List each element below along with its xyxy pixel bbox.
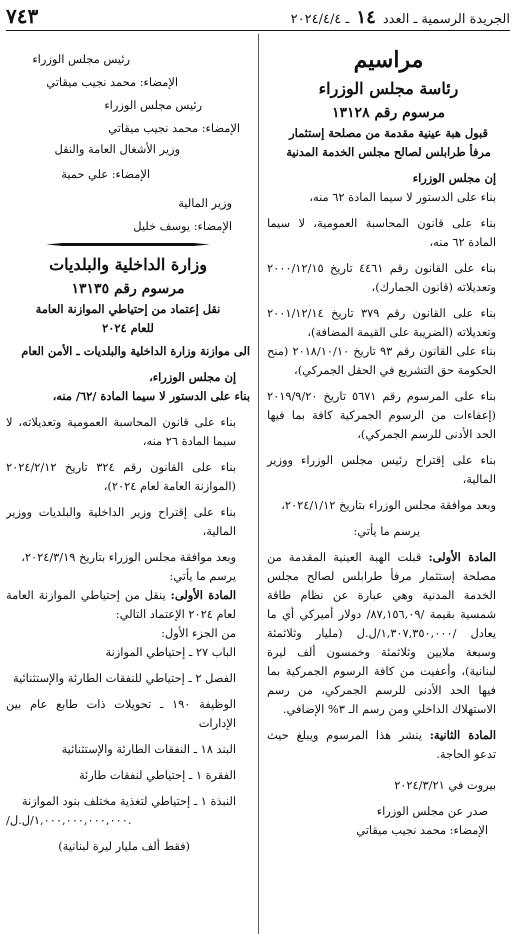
recital-1: بناء على الدستور لا سيما المادة ٦٢ منه، [309,190,496,204]
signatory-4-title: وزير المالية [178,196,232,210]
decrees-line: يرسم ما يأتي: [353,524,420,538]
signature: الإمضاء: محمد نجيب ميقاتي [356,823,488,837]
decree-2-subject-1: نقل إعتماد من إحتياطي الموازنة العامة [35,302,221,316]
decree-2-recital-1: بناء على الدستور لا سيما المادة /٦٢/ منه، [52,389,250,403]
signatory-4-signature: الإمضاء: يوسف خليل [133,219,232,233]
authority-title: رئاسة مجلس الوزراء [318,79,459,98]
decree-opening: إن مجلس الوزراء [412,171,496,185]
decree-subject-line-1: قبول هبة عينية مقدمة من مصلحة إستثمار [289,126,488,140]
decree-number: مرسوم رقم ١٣١٢٨ [332,105,445,121]
signatory-3-signature: الإمضاء: علي حمية [61,167,150,181]
decree-2-article-1 [6,586,250,624]
decree-2-article-1-label: المادة الأولى: [170,588,237,602]
decree-2-decrees: يرسم ما يأتي: [169,569,236,583]
section-title: مراسيم [353,47,424,73]
recital-7: بناء على إقتراح رئيس مجلس الوزراء ووزير المالية، [267,453,496,486]
decree-2-recital-5: وبعد موافقة مجلس الوزراء بتاريخ ٢٠٢٤/٣/١٩، [21,550,236,564]
budget-line-5: الفقرة ١ ـ إحتياطي لنفقات طارئة [78,768,236,782]
recital-2: بناء على قانون المحاسبة العمومية، لا سيما المادة ٦٢ منه، [267,216,496,249]
signatory-3-title: وزير الأشغال العامة والنقل [54,142,180,156]
budget-line-3: الوظيفة ١٩٠ ـ تحويلات ذات طابع عام بين الإدارات [6,697,236,730]
decree-2-subject-2: للعام ٢٠٢٤ [102,321,154,335]
budget-line-2: الفصل ٢ ـ إحتياطي للنفقات الطارئة والإستثنائية [12,671,236,685]
article-1 [267,548,510,719]
article-2-label: المادة الثانية: [429,728,497,742]
decree-number-2: مرسوم رقم ١٣١٣٥ [71,281,185,297]
article-2-text: ينشر هذا المرسوم ويبلغ حيث تدعو الحاجة. [267,728,496,761]
signatory-2-title: رئيس مجلس الوزراء [104,98,202,112]
recital-4: بناء على القانون رقم ٣٧٩ تاريخ ٢٠٠١/١٢/١٤ وتعديلاته (الضريبة على القيمة المضافة)، [267,306,496,339]
recital-5: بناء على القانون رقم ٩٣ تاريخ ٢٠١٨/١٠/١٠ (منح الحكومة حق التشريع في الحقل الجمركي)، [267,344,497,377]
decree-subject-line-2: مرفأ طرابلس لصالح مجلس الخدمة المدنية [286,145,491,159]
budget-part: من الجزء الأول: [161,626,236,640]
article-2 [267,726,510,764]
decree-2-opening: إن مجلس الوزراء، [149,370,236,384]
budget-line-4: البند ١٨ ـ النفقات الطارئة والإستثنائية [61,742,236,756]
gazette-name: الجريدة الرسمية ـ العدد [382,12,510,27]
article-1-label: المادة الأولى: [428,550,496,564]
divider-ornament [46,243,210,246]
columns [6,34,510,934]
place-date: بيروت في ٢٠٢٤/٣/٢١ [394,778,496,792]
decree-2-subject-3: الى موازنة وزارة الداخلية والبلديات ـ الأمن العام [21,344,250,358]
budget-line-6: النبذة ١ ـ إحتياطي لتغذية مختلف بنود الموازنة [21,794,236,808]
page-number: ٧٤٣ [6,4,39,28]
budget-amount-words: (فقط ألف مليار ليرة لبنانية) [58,839,190,853]
article-1-text: قبلت الهبة العينية المقدمة من مصلحة إستثمار مرفأ طرابلس لصالح مجلس الخدمة المدنية وهي عبارة عن نظام طاقة شمسية بقيمة /٨٧,١٥٦,٠٩/ دولار أميركي أي ما يعادل /١,٣٠٧,٣٥٠,٠٠٠/ل.ل (مليار وثلاثمئة وسبعة ملايين وثلاثمئة وخمسون ألف ليرة لبنانية)، وأعفيت من كافة الرسوم الجمركية بما فيها الحد الأدنى للرسم الجمركي، من رسم الاستهلاك الداخلي ومن رسم الـ ٣% الإضافي. [267,550,496,716]
left-column [6,34,258,934]
issue-date: ـ ٢٠٢٤/٤/٤ [290,12,350,27]
issue-number: ١٤ [356,7,376,28]
decree-2-article-1-text: ينقل من إحتياطي الموازنة العامة لعام ٢٠٢٤ الإعتماد التالي: [6,588,236,621]
signatory-1-title: رئيس مجلس الوزراء [32,52,130,66]
recital-3: بناء على القانون رقم ٤٤٦١ تاريخ ٢٠٠٠/١٢/١٥ وتعديلاته (قانون الجمارك)، [267,261,497,294]
decree-2-recital-3: بناء على القانون رقم ٣٢٤ تاريخ ٢٠٢٤/٢/١٢ (الموازنة العامة لعام ٢٠٢٤)، [6,460,237,493]
decree-2-recital-2: بناء على قانون المحاسبة العمومية وتعديلاته، لا سيما المادة ٢٦ منه، [6,415,236,448]
running-header [291,7,510,28]
budget-line-1: الباب ٢٧ ـ إحتياطي الموازنة [105,645,236,659]
recital-8: وبعد موافقة مجلس الوزراء بتاريخ ٢٠٢٤/١/١٢، [281,498,496,512]
issued-by: صدر عن مجلس الوزراء [376,804,488,818]
signatory-1-signature: الإمضاء: محمد نجيب ميقاتي [46,75,178,89]
recital-6: بناء على المرسوم رقم ٥٦٧١ تاريخ ٢٠١٩/٩/٢٠ (إعفاءات من الرسوم الجمركية كافة بما فيها الحد الأدنى للرسم الجمركي)، [267,389,496,441]
page-header [6,4,510,31]
right-column [258,34,510,934]
ministry-title: وزارة الداخلية والبلديات [49,255,207,274]
decree-2-recital-4: بناء على إقتراح وزير الداخلية والبلديات ووزير المالية، [6,505,236,538]
signatory-2-signature: الإمضاء: محمد نجيب ميقاتي [108,121,240,135]
budget-amount: /١,٠٠٠,٠٠٠,٠٠٠,٠٠٠/ل.ل. [6,813,132,827]
